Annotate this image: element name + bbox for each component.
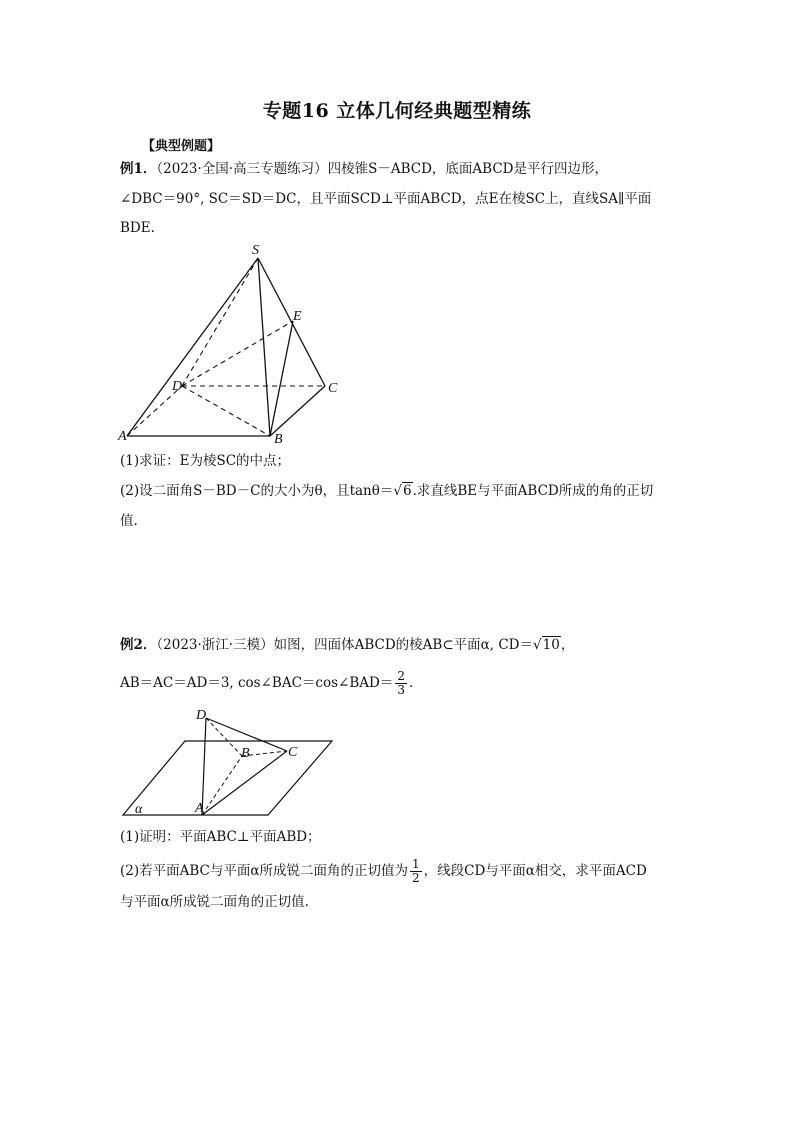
label-B: B (274, 432, 283, 447)
ex2-line2: AB＝AC＝AD＝3, cos∠BAC＝cos∠BAD＝ $\frac{2}{3}$ . (120, 669, 414, 697)
ex2-q2-end: 与平面α所成锐二面角的正切值. (120, 894, 309, 910)
ex2-fraction-2-3: $\frac{2}{3}$ (397, 669, 405, 697)
ex2-label: 例2． (120, 637, 157, 653)
ex1-line1 (120, 160, 608, 178)
edge-SA (127, 258, 258, 436)
pyramid-figure (115, 240, 355, 450)
label-A: A (118, 429, 127, 444)
ex1-label: 例1． (120, 161, 157, 177)
label-alpha: α (135, 802, 143, 817)
page-title: 专题16 立体几何经典题型精练 (262, 100, 532, 122)
label-B: B (241, 746, 250, 761)
ex1-q2-end: 值. (120, 513, 138, 529)
ex1-line3: BDE. (120, 220, 155, 236)
ex1-line1-text: （2023·全国·高三专题练习）四棱锥S－ABCD，底面ABCD是平行四边形， (156, 161, 608, 177)
label-C: C (328, 381, 338, 396)
label-D: D (196, 708, 207, 723)
label-S: S (252, 243, 259, 258)
edge-DB (182, 386, 270, 436)
tetrahedron-figure (115, 705, 340, 825)
label-A: A (195, 801, 204, 816)
edge-SB (258, 258, 270, 436)
edge-DE (182, 321, 293, 386)
ex2-fraction-1-2: $\frac{1}{2}$ (412, 857, 420, 885)
ex1-q2: (2)设二面角S－BD－C的大小为θ，且tanθ＝√6.求直线BE与平面ABCD所成的角的正切 (120, 483, 654, 499)
label-E: E (293, 309, 302, 324)
ex2-sqrt10: 10 (542, 637, 560, 653)
edge-AB (202, 756, 242, 815)
ex2-q1: (1)证明：平面ABC⊥平面ABD； (120, 829, 321, 845)
label-C: C (288, 745, 298, 760)
ex1-sqrt6: 6 (402, 483, 412, 499)
section-heading: 【典型例题】 (142, 139, 221, 154)
ex2-q2: (2)若平面ABC与平面α所成锐二面角的正切值为 $\frac{1}{2}$ ，线段CD与平面α相交，求平面ACD (120, 857, 647, 885)
edge-SD (182, 258, 258, 386)
ex1-q1: (1)求证：E为棱SC的中点； (120, 453, 291, 469)
edge-DB (206, 718, 242, 756)
ex2-line1: 例2．（2023·浙江·三模）如图，四面体ABCD的棱AB⊂平面α, CD＝√10， (120, 637, 575, 653)
ex1-line2: ∠DBC＝90°, SC＝SD＝DC，且平面SCD⊥平面ABCD，点E在棱SC上，直线SA∥平面 (120, 191, 652, 207)
label-D: D (172, 379, 183, 394)
